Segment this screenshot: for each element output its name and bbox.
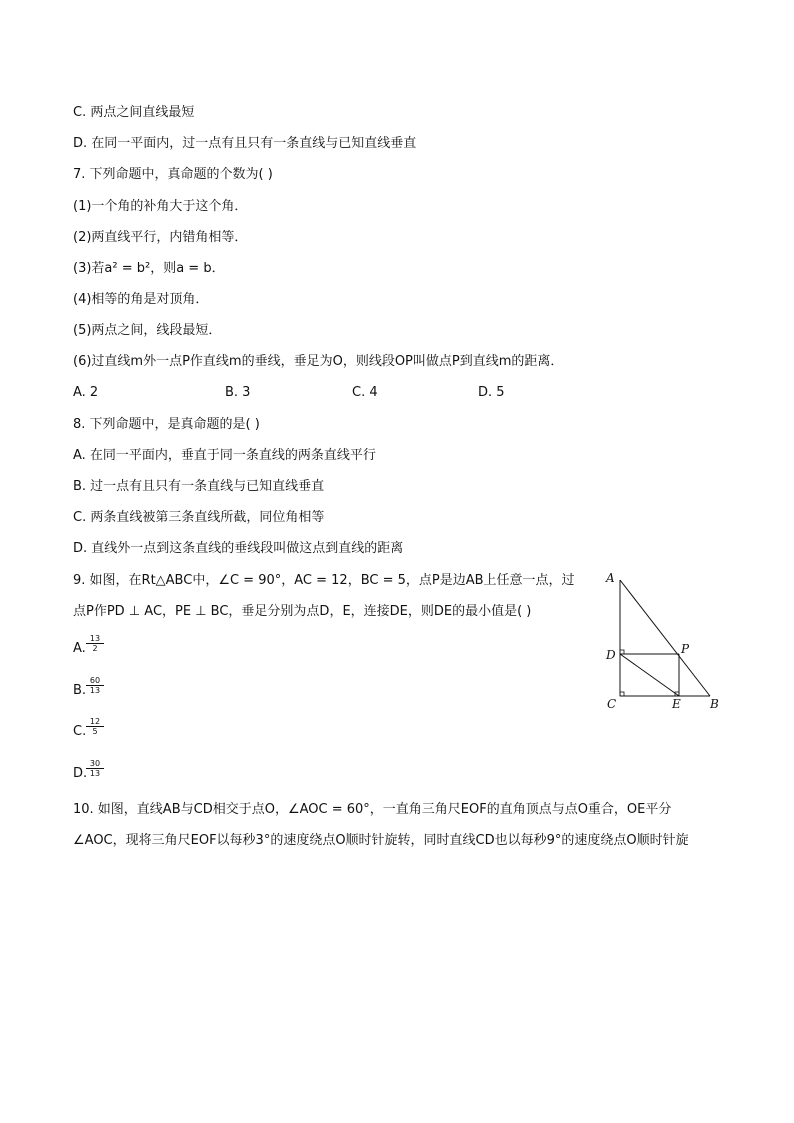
q7-stem: 7. 下列命题中，真命题的个数为( ) [73,167,273,182]
label-b: B [710,697,719,711]
q9-option-d-fraction [86,759,104,778]
right-angle-mark-d [620,650,624,654]
q9-option-d-den: 13 [89,769,101,778]
q8-option-d: D. 直线外一点到这条直线的垂线段叫做这点到直线的距离 [73,541,404,556]
q9-option-a-fraction [86,634,104,653]
q9-option-b-label: B. [73,683,87,698]
q10-line2: ∠AOC，现将三角尺EOF以每秒3°的速度绕点O顺时针旋转，同时直线CD也以每秒9°的速度绕点O顺时针旋 [73,833,689,848]
segment-ab [620,580,710,696]
q7-item-6: (6)过直线m外一点P作直线m的垂线，垂足为O，则线段OP叫做点P到直线m的距离． [73,354,564,369]
label-d: D [606,648,616,662]
q9-option-c-fraction [86,717,104,736]
q6-option-d: D. 在同一平面内，过一点有且只有一条直线与已知直线垂直 [73,136,417,151]
segment-de [620,654,679,696]
q8-stem: 8. 下列命题中，是真命题的是( ) [73,417,260,432]
q10-line1: 10. 如图，直线AB与CD相交于点O，∠AOC = 60°，一直角三角尺EOF的直角顶点与点O重合，OE平分 [73,802,672,817]
q8-option-a: A. 在同一平面内，垂直于同一条直线的两条直线平行 [73,448,376,463]
label-c: C [607,697,617,711]
q9-option-d-label: D. [73,766,88,781]
q9-stem-line1: 9. 如图，在Rt△ABC中，∠C = 90°，AC = 12，BC = 5，点P是边AB上任意一点，过 [73,573,575,588]
q7-item-2: (2)两直线平行，内错角相等． [73,230,248,245]
q7-item-5: (5)两点之间，线段最短． [73,323,222,338]
q9-option-b-fraction [86,676,104,695]
q7-item-1: (1)一个角的补角大于这个角． [73,199,248,214]
q7-item-3: (3)若a² = b²，则a = b． [73,261,225,276]
q9-option-b-num: 60 [86,676,104,686]
q9-option-c-label: C. [73,724,87,739]
q9-option-d-num: 30 [86,759,104,769]
triangle-figure [600,568,730,713]
q9-option-a-label: A. [73,641,86,656]
right-angle-mark-c [620,692,624,696]
label-a: A [606,571,615,585]
label-p: P [681,642,690,656]
q9-option-a-num: 13 [86,634,104,644]
q8-option-b: B. 过一点有且只有一条直线与已知直线垂直 [73,479,325,494]
q9-option-c-den: 5 [92,727,98,736]
q9-option-b-den: 13 [89,686,101,695]
q9-stem-line2: 点P作PD ⊥ AC，PE ⊥ BC，垂足分别为点D，E，连接DE，则DE的最小值是( ) [73,604,532,619]
q7-item-4: (4)相等的角是对顶角． [73,292,209,307]
label-e: E [672,697,681,711]
q7-option-a: A. 2 [73,385,99,400]
q7-option-d: D. 5 [478,385,505,400]
q7-option-c: C. 4 [352,385,378,400]
q8-option-c: C. 两条直线被第三条直线所截，同位角相等 [73,510,325,525]
q9-option-a-den: 2 [92,644,98,653]
q9-option-c-num: 12 [86,717,104,727]
q7-option-b: B. 3 [225,385,251,400]
q6-option-c: C. 两点之间直线最短 [73,105,195,120]
